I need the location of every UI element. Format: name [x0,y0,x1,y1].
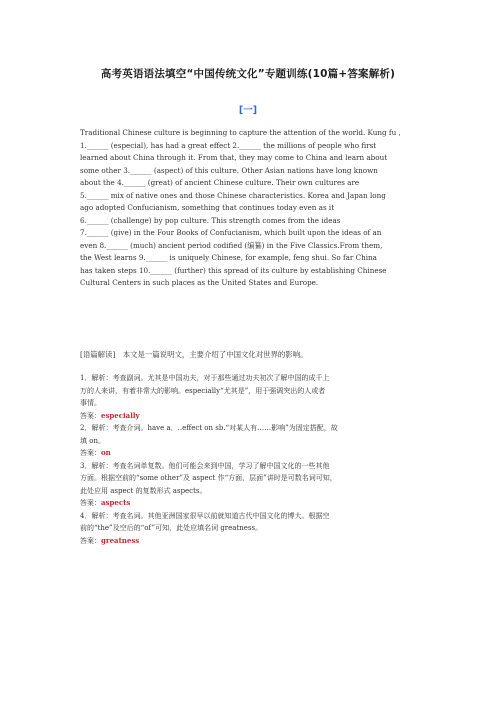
passage-line: learned about China through it. From that, they may come to China and learn about [80,153,388,162]
answer-value: on [101,448,111,457]
answer-item [80,460,420,510]
answer-line [80,447,420,460]
explanation-line: 填 on。 [80,436,105,445]
section-label: [一] [238,105,258,116]
answer-label: 答案： [80,411,101,420]
answer-item [80,422,420,460]
answer-line [80,410,420,423]
passage-line: 7.______ (give) in the Four Books of Confucianism, which built upon the ideas of an [80,228,382,237]
passage-summary: [语篇解读] 本文是一篇说明文，主要介绍了中国文化对世界的影响。 [80,350,308,359]
explanation-line: 1．解析：考查副词。尤其是中国功夫，对于那些通过功夫初次了解中国的成千上 [80,374,330,382]
answer-line [80,535,420,548]
passage [80,127,420,290]
passage-line: 1.______ (especial), has had a great effect 2.______ the millions of people who first [80,140,377,150]
answer-value: especially [101,410,140,420]
explanation-line: 前的“the”及空后的“of”可知，此处应填名词 greatness。 [80,524,263,532]
passage-line: even 8.______ (much) ancient period codified (编纂) in the Five Classics.From them, [80,240,383,250]
passage-line: has taken steps 10.______ (further) this spread of its culture by establishing Chinese [80,265,387,275]
explanation-line: 2．解析：考查介词。have a．..effect on sb.“对某人有……影响”为固定搭配，故 [80,424,338,432]
passage-line: some other 3.______ (aspect) of this culture. Other Asian nations have long known [80,165,378,175]
explanation-line: 事情。 [80,399,101,407]
answer-item [80,510,420,548]
passage-line: Cultural Centers in such places as the United States and Europe. [80,278,319,287]
answer-label: 答案： [80,536,101,545]
passage-line: Traditional Chinese culture is beginning to capture the attention of the world. Kung fu , [80,128,401,137]
explanation-line: 方面。根据空前的“some other”及 aspect 作“方面，层面”讲时是可数名词可知， [80,474,337,482]
explanation-line: 4．解析：考查名词。其他亚洲国家很早以前就知道古代中国文化的博大。根据空 [80,511,330,520]
answer-value: aspects [101,498,131,507]
explanation-line: 万的人来讲，有着非常大的影响。especially“尤其是”，用于强调突出的人或者 [80,386,326,395]
explanation-line: 此处应用 aspect 的复数形式 aspects。 [80,486,207,495]
passage-line: ago adopted Confucianism, something that continues today even as it [80,203,335,212]
passage-line: 6.______ (challenge) by pop culture. This strength comes from the ideas [80,215,341,225]
answer-label: 答案： [80,449,101,457]
passage-line: 5.______ mix of native ones and those Chinese characteristics. Korea and Japan long [80,190,386,200]
answer-list [80,372,420,547]
page-title: 高考英语语法填空“中国传统文化”专题训练(10篇+答案解析) [100,68,396,80]
answer-value: greatness [101,535,140,545]
answer-line [80,497,420,510]
explanation-line: 3．解析：考查名词单复数。他们可能会来到中国，学习了解中国文化的一些其他 [80,461,330,470]
passage-line: the West learns 9.______ is uniquely Chinese, for example, feng shui. So far China [80,253,377,262]
answer-item [80,372,420,422]
answer-label: 答案： [80,499,101,507]
passage-line: about the 4.______ (great) of ancient Chinese culture. Their own cultures are [80,178,360,187]
